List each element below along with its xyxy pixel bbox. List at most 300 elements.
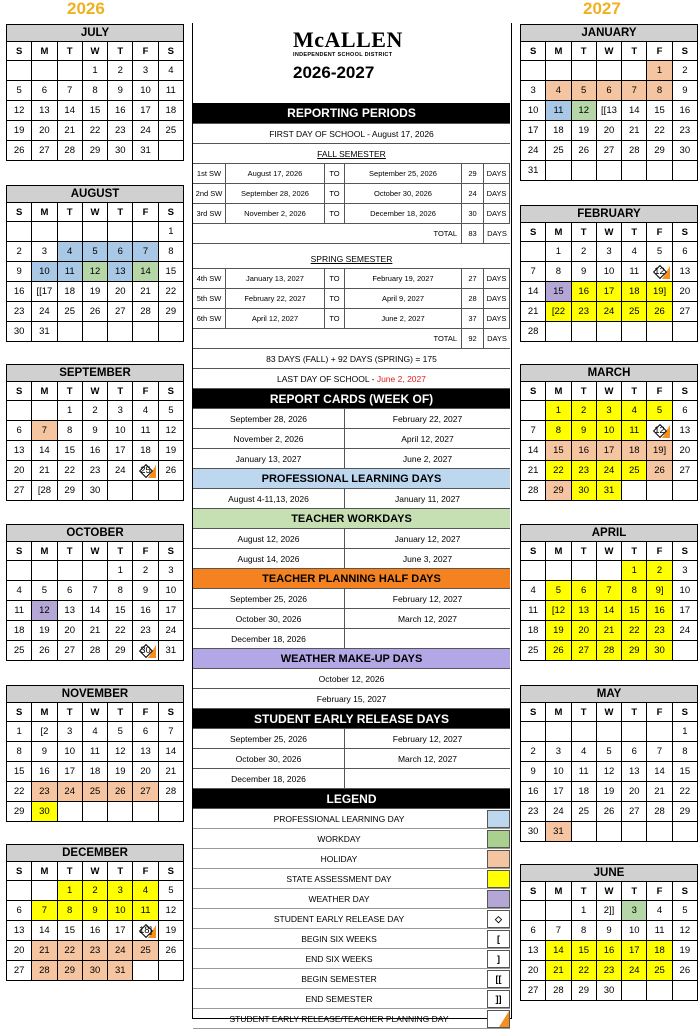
day-cell: [2 [32, 722, 57, 742]
day-cell: 7 [57, 81, 82, 101]
legend-swatch [487, 810, 510, 828]
day-cell [57, 222, 82, 242]
early-release-header: STUDENT EARLY RELEASE DAYS [193, 709, 510, 729]
day-cell: 17 [57, 762, 82, 782]
day-cell: 24 [596, 302, 621, 322]
six-weeks-cell: September 25, 2026 [345, 164, 462, 183]
date-cell: October 30, 2026 [193, 749, 345, 768]
day-cell: 10 [546, 762, 571, 782]
day-cell: 16 [521, 782, 546, 802]
legend-swatch [487, 850, 510, 868]
day-cell: 14 [82, 601, 107, 621]
day-cell: 25 [158, 121, 183, 141]
day-cell: 27 [32, 141, 57, 161]
day-cell: 7 [133, 242, 158, 262]
day-cell: 26 [82, 302, 107, 322]
weekday-header: T [108, 862, 133, 881]
day-cell [133, 222, 158, 242]
day-cell: 13 [133, 742, 158, 762]
day-cell: 9 [82, 421, 107, 441]
day-cell: 22 [158, 282, 183, 302]
day-cell: 10 [108, 421, 133, 441]
day-cell: 14 [521, 441, 546, 461]
day-cell: 24 [672, 621, 697, 641]
weekday-header: S [521, 223, 546, 242]
day-cell: 27 [672, 461, 697, 481]
legend-label: WEATHER DAY [308, 894, 370, 904]
district-name: INDEPENDENT SCHOOL DISTRICT [293, 52, 393, 58]
legend-swatch: [[ [487, 970, 510, 988]
day-cell: 27 [596, 141, 621, 161]
weekday-header: M [546, 382, 571, 401]
date-cell: March 12, 2027 [397, 753, 458, 764]
total-value: 83 [462, 224, 484, 243]
day-cell: 3 [672, 561, 697, 581]
legend-label: END SIX WEEKS [305, 954, 373, 964]
day-cell: 20 [57, 621, 82, 641]
day-cell: 31 [546, 822, 571, 842]
legend-label: STATE ASSESSMENT DAY [286, 874, 392, 884]
day-cell: 13 [672, 421, 697, 441]
day-cell: 27 [57, 641, 82, 661]
date-cell [345, 629, 510, 648]
weekday-header: T [622, 882, 647, 901]
day-cell: 4 [647, 901, 672, 921]
day-cell: 18 [133, 441, 158, 461]
day-cell: 25 [82, 782, 107, 802]
day-cell: 19 [571, 121, 596, 141]
date-cell: November 2, 2026 [193, 429, 345, 448]
day-cell: 10 [521, 101, 546, 121]
day-cell: 18 [622, 441, 647, 461]
weekday-header: T [108, 542, 133, 561]
day-cell [546, 901, 571, 921]
day-cell: 1 [546, 242, 571, 262]
day-cell: 14 [622, 101, 647, 121]
legend-swatch: ]] [487, 990, 510, 1008]
day-cell: 30 [647, 641, 672, 661]
weekday-header: F [647, 542, 672, 561]
legend-label: STUDENT EARLY RELEASE/TEACHER PLANNING DAY [229, 1014, 449, 1024]
day-cell: 9 [596, 921, 621, 941]
day-cell: 25 [647, 961, 672, 981]
day-cell: 18 [7, 621, 32, 641]
day-cell: 29 [57, 961, 82, 981]
day-cell: 1 [82, 61, 107, 81]
weekday-header: W [596, 42, 621, 61]
day-cell: 28 [622, 141, 647, 161]
weather-row: February 15, 2027 [193, 689, 510, 709]
day-cell: 7 [82, 581, 107, 601]
date-cell: August 12, 2026 [193, 529, 345, 548]
day-cell: 26 [596, 802, 621, 822]
day-cell: 25 [133, 461, 158, 481]
legend-label: END SEMESTER [305, 994, 373, 1004]
early-release-row [193, 769, 510, 789]
day-cell: 18 [571, 782, 596, 802]
day-cell [647, 822, 672, 842]
day-cell: 3 [546, 742, 571, 762]
day-cell: 10 [596, 421, 621, 441]
day-cell [622, 981, 647, 1001]
six-weeks-cell: 29 [462, 164, 484, 183]
month-title: JANUARY [520, 24, 698, 41]
day-cell: 8 [647, 81, 672, 101]
weekday-header: M [32, 42, 57, 61]
day-cell: 8 [108, 581, 133, 601]
day-cell: 4 [622, 242, 647, 262]
day-cell: 2 [82, 401, 107, 421]
date-cell [345, 769, 510, 788]
date-cell: December 18, 2026 [193, 769, 345, 788]
day-cell: 22 [57, 941, 82, 961]
weekday-header: T [571, 382, 596, 401]
day-cell: 29 [82, 141, 107, 161]
day-cell: 31 [32, 322, 57, 342]
day-cell: 24 [622, 961, 647, 981]
date-cell: August 4-11,13, 2026 [193, 489, 345, 508]
day-cell: 3 [596, 242, 621, 262]
day-cell: 8 [82, 81, 107, 101]
day-cell: 15 [57, 921, 82, 941]
weekday-header: T [57, 703, 82, 722]
day-cell: 17 [596, 441, 621, 461]
day-cell [672, 981, 697, 1001]
day-cell: 22 [647, 121, 672, 141]
day-cell: 15 [622, 601, 647, 621]
six-weeks-row [193, 184, 510, 204]
day-cell: 24 [158, 621, 183, 641]
legend-swatch [487, 890, 510, 908]
day-cell: 30 [571, 481, 596, 501]
summary-row: 83 DAYS (FALL) + 92 DAYS (SPRING) = 175 [193, 349, 510, 369]
weekday-header: T [571, 542, 596, 561]
day-cell: 24 [596, 461, 621, 481]
day-cell: 7 [546, 921, 571, 941]
day-cell: 10 [596, 262, 621, 282]
day-cell: [28 [32, 481, 57, 501]
day-cell: 5 [158, 401, 183, 421]
day-cell: 12 [647, 262, 672, 282]
weekday-header: T [571, 703, 596, 722]
pl-row [193, 489, 510, 509]
weekday-header: W [596, 223, 621, 242]
total-value: 92 [462, 329, 484, 348]
weekday-header: T [622, 382, 647, 401]
day-cell: 15 [571, 941, 596, 961]
legend-label: STUDENT EARLY RELEASE DAY [273, 914, 405, 924]
day-cell: 8 [7, 742, 32, 762]
day-cell: 30 [82, 481, 107, 501]
six-weeks-cell: 27 [462, 269, 484, 288]
legend-swatch [487, 830, 510, 848]
day-cell: 3 [57, 722, 82, 742]
day-cell: 20 [672, 441, 697, 461]
six-weeks-cell: TO [325, 164, 345, 183]
last-day-row [193, 369, 510, 389]
day-cell [158, 322, 183, 342]
day-cell: 21 [32, 941, 57, 961]
six-weeks-cell: 3rd SW [193, 204, 226, 223]
legend-label: PROFESSIONAL LEARNING DAY [273, 814, 405, 824]
legend-swatch: ◇ [487, 910, 510, 928]
day-cell: 28 [158, 782, 183, 802]
month-title: DECEMBER [6, 844, 184, 861]
day-cell: 22 [7, 782, 32, 802]
date-cell: September 25, 2026 [193, 729, 345, 748]
day-cell: 24 [546, 802, 571, 822]
half-day-row [193, 589, 510, 609]
day-cell: 28 [133, 302, 158, 322]
day-cell: 13 [7, 441, 32, 461]
day-cell: 10 [158, 581, 183, 601]
six-weeks-cell: TO [325, 289, 345, 308]
day-cell: 1 [108, 561, 133, 581]
date-cell: December 18, 2026 [193, 629, 345, 648]
day-cell: 16 [647, 601, 672, 621]
day-cell: [[17 [32, 282, 57, 302]
weather-row: October 12, 2026 [193, 669, 510, 689]
day-cell [82, 322, 107, 342]
pl-days-header: PROFESSIONAL LEARNING DAYS [193, 469, 510, 489]
weekday-header: S [521, 42, 546, 61]
day-cell: 20 [7, 941, 32, 961]
day-cell: 7 [647, 742, 672, 762]
day-cell [571, 322, 596, 342]
day-cell: 30 [521, 822, 546, 842]
weekday-header: F [133, 203, 158, 222]
month-title: SEPTEMBER [6, 364, 184, 381]
district-logo [193, 23, 513, 100]
day-cell: 14 [32, 921, 57, 941]
date-cell: February 12, 2027 [392, 733, 463, 744]
day-cell: 11 [546, 101, 571, 121]
day-cell: 18 [546, 121, 571, 141]
calendar-dec [6, 844, 184, 981]
day-cell: 5 [82, 242, 107, 262]
day-cell: 11 [622, 421, 647, 441]
weekday-header: W [596, 882, 621, 901]
day-cell: 30 [596, 981, 621, 1001]
day-cell [672, 481, 697, 501]
day-cell: 21 [158, 762, 183, 782]
day-cell: 26 [7, 141, 32, 161]
date-cell: January 11, 2027 [394, 493, 461, 504]
six-weeks-cell: April 9, 2027 [345, 289, 462, 308]
day-cell: 17 [108, 921, 133, 941]
day-cell: 23 [571, 461, 596, 481]
day-cell: 16 [571, 441, 596, 461]
day-cell: 6 [521, 921, 546, 941]
day-cell: 11 [133, 421, 158, 441]
weekday-header: F [133, 542, 158, 561]
day-cell: 2 [647, 561, 672, 581]
six-weeks-row [193, 289, 510, 309]
date-cell: January 13, 2027 [193, 449, 345, 468]
day-cell: 5 [32, 581, 57, 601]
day-cell: 11 [82, 742, 107, 762]
day-cell: 29 [108, 641, 133, 661]
date-cell: January 12, 2027 [394, 533, 461, 544]
day-cell: 22 [57, 461, 82, 481]
day-cell: 1 [647, 61, 672, 81]
day-cell: 14 [546, 941, 571, 961]
day-cell: 30 [7, 322, 32, 342]
day-cell: 21 [57, 121, 82, 141]
calendar-feb [520, 205, 698, 342]
report-card-row [193, 449, 510, 469]
six-weeks-cell: November 2, 2026 [226, 204, 325, 223]
day-cell: 2 [672, 61, 697, 81]
day-cell: 29 [158, 302, 183, 322]
total-label: TOTAL [345, 329, 462, 348]
legend-item [193, 989, 510, 1009]
six-weeks-cell: TO [325, 204, 345, 223]
weekday-header: T [622, 42, 647, 61]
six-weeks-cell: August 17, 2026 [226, 164, 325, 183]
day-cell: 10 [108, 901, 133, 921]
day-cell: 21 [133, 282, 158, 302]
day-cell: 17 [546, 782, 571, 802]
six-weeks-cell: TO [325, 184, 345, 203]
day-cell: 9 [571, 421, 596, 441]
legend-swatch: [ [487, 930, 510, 948]
calendar-jun [520, 864, 698, 1001]
date-cell: September 25, 2026 [193, 589, 345, 608]
six-weeks-cell: December 18, 2026 [345, 204, 462, 223]
weekday-header: T [622, 703, 647, 722]
weekday-header: S [158, 42, 183, 61]
legend-swatch: ] [487, 950, 510, 968]
total-days: DAYS [487, 333, 507, 343]
day-cell: 2]] [596, 901, 621, 921]
weekday-header: M [546, 882, 571, 901]
day-cell: 4 [521, 581, 546, 601]
day-cell [521, 561, 546, 581]
month-title: AUGUST [6, 185, 184, 202]
day-cell [7, 561, 32, 581]
day-cell: 27 [622, 802, 647, 822]
day-cell: 3 [158, 561, 183, 581]
six-weeks-cell: 28 [462, 289, 484, 308]
weekday-header: F [647, 382, 672, 401]
day-cell: 4 [57, 242, 82, 262]
six-weeks-cell: January 13, 2027 [226, 269, 325, 288]
six-weeks-cell: September 28, 2026 [226, 184, 325, 203]
day-cell: 28 [647, 802, 672, 822]
day-cell: 20 [571, 621, 596, 641]
weekday-header: S [158, 203, 183, 222]
day-cell: 23 [7, 302, 32, 322]
weekday-header: T [571, 42, 596, 61]
day-cell [57, 322, 82, 342]
weekday-header: T [57, 382, 82, 401]
month-title: MAY [520, 685, 698, 702]
legend-swatch [487, 870, 510, 888]
report-cards-header: REPORT CARDS (WEEK OF) [193, 389, 510, 409]
day-cell: 18 [647, 941, 672, 961]
day-cell [672, 322, 697, 342]
six-weeks-cell: October 30, 2026 [345, 184, 462, 203]
day-cell: 20 [108, 282, 133, 302]
total-label: TOTAL [345, 224, 462, 243]
calendar-jul [6, 24, 184, 161]
day-cell: 11 [133, 901, 158, 921]
day-cell: 18 [158, 101, 183, 121]
day-cell: 19 [108, 762, 133, 782]
weekday-header: S [7, 703, 32, 722]
day-cell: 7 [158, 722, 183, 742]
day-cell: 29 [672, 802, 697, 822]
day-cell: 24 [32, 302, 57, 322]
six-weeks-cell: DAYS [484, 309, 510, 328]
day-cell: 17 [672, 601, 697, 621]
day-cell: 20 [596, 121, 621, 141]
day-cell: 27 [7, 961, 32, 981]
day-cell: [12 [546, 601, 571, 621]
day-cell: 15 [546, 441, 571, 461]
day-cell [622, 481, 647, 501]
weekday-header: S [521, 703, 546, 722]
day-cell: 12 [158, 901, 183, 921]
six-weeks-cell: TO [325, 309, 345, 328]
day-cell: 22 [571, 961, 596, 981]
day-cell: 26 [158, 461, 183, 481]
day-cell: 4 [158, 61, 183, 81]
day-cell: 28 [596, 641, 621, 661]
six-weeks-cell: DAYS [484, 269, 510, 288]
day-cell: 5 [672, 901, 697, 921]
day-cell: 15 [57, 441, 82, 461]
day-cell: 25 [7, 641, 32, 661]
calendar-sep [6, 364, 184, 501]
day-cell: [22 [546, 302, 571, 322]
weekday-header: T [108, 382, 133, 401]
day-cell: 23 [647, 621, 672, 641]
day-cell [82, 561, 107, 581]
day-cell: 29 [647, 141, 672, 161]
day-cell [108, 222, 133, 242]
day-cell: 24 [133, 121, 158, 141]
weekday-header: M [546, 42, 571, 61]
weekday-header: W [596, 382, 621, 401]
day-cell: 26 [158, 941, 183, 961]
day-cell: 13 [521, 941, 546, 961]
day-cell: 21 [546, 961, 571, 981]
day-cell: 26 [32, 641, 57, 661]
day-cell [133, 961, 158, 981]
day-cell: 16 [82, 441, 107, 461]
day-cell: 4 [571, 742, 596, 762]
day-cell: 3 [521, 81, 546, 101]
day-cell: 1 [7, 722, 32, 742]
day-cell: 12 [32, 601, 57, 621]
day-cell: 9 [521, 762, 546, 782]
day-cell: 10 [672, 581, 697, 601]
day-cell: 5 [7, 81, 32, 101]
day-cell: 12 [672, 921, 697, 941]
day-cell: 5 [647, 242, 672, 262]
day-cell: 31 [133, 141, 158, 161]
legend-item [193, 809, 510, 829]
day-cell: 25 [133, 941, 158, 961]
day-cell [7, 881, 32, 901]
day-cell [571, 822, 596, 842]
day-cell: 12 [7, 101, 32, 121]
day-cell: 8 [57, 901, 82, 921]
weekday-header: M [32, 203, 57, 222]
day-cell [571, 161, 596, 181]
